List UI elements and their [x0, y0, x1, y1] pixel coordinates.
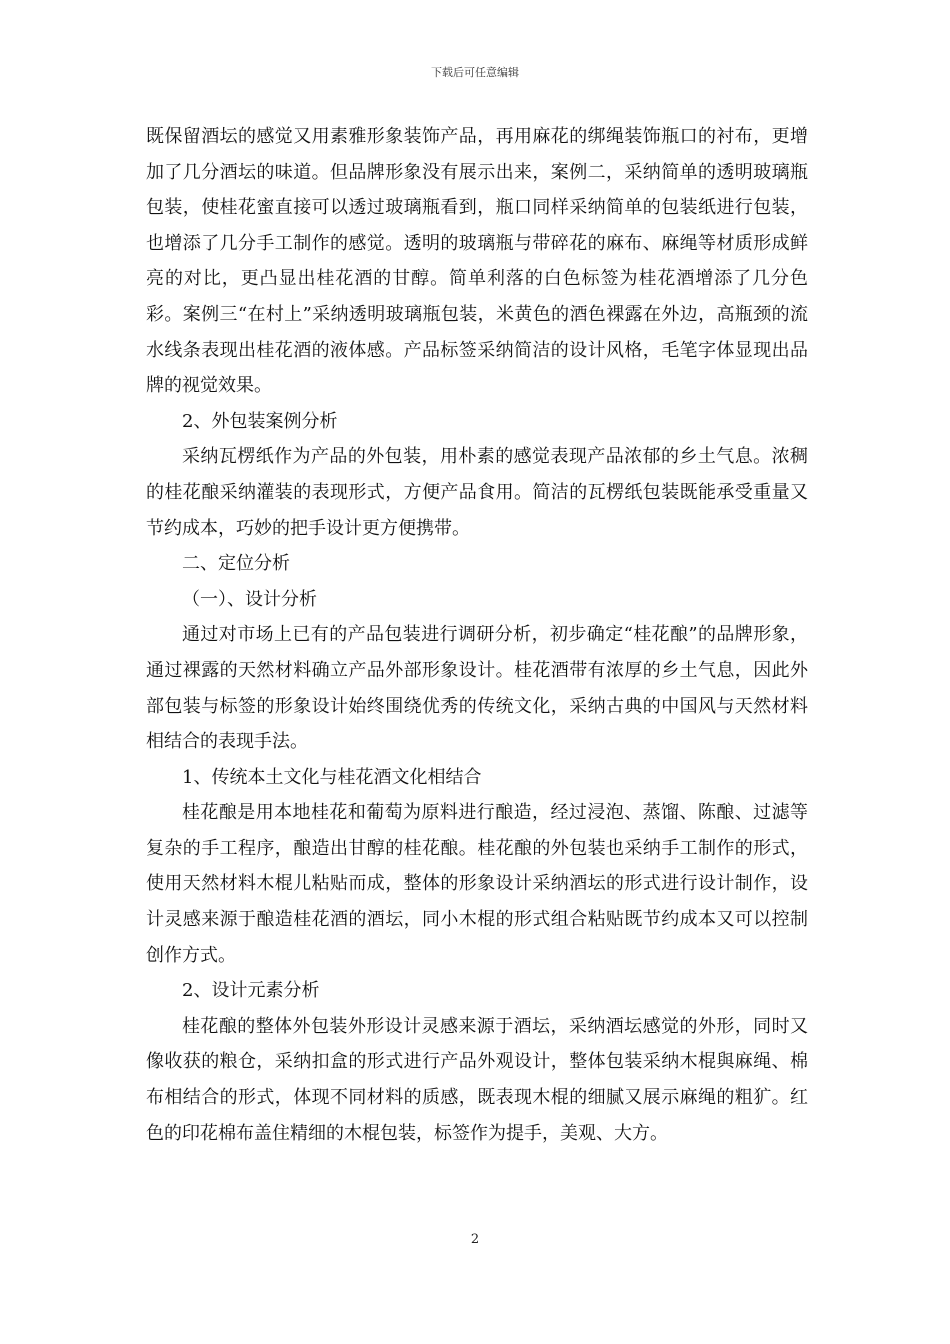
- page-number: 2: [470, 1232, 480, 1247]
- page-header: 下载后可任意编辑: [431, 66, 519, 79]
- paragraph-case-study-continued: 既保留酒坛的感觉又用素雅形象装饰产品，再用麻花的绑绳装饰瓶口的衬布，更增加了几分酒坛的味道。但品牌形象没有展示出来，案例二，采纳简单的透明玻璃瓶包装，使桂花蜜直接可以透过玻璃瓶看到，瓶口同样采纳简单的包装纸进行包装，也增添了几分手工制作的感觉。透明的玻璃瓶与带碎花的麻布、麻绳等材质形成鲜亮的对比，更凸显出桂花酒的甘醇。简单利落的白色标签为桂花酒增添了几分色彩。案例三“在村上”采纳透明玻璃瓶包装，米黄色的酒色裸露在外边，高瓶颈的流水线条表现出桂花酒的液体感。产品标签采纳简洁的设计风格，毛笔字体显现出品牌的视觉效果。: [146, 126, 808, 397]
- heading-positioning-analysis: 二、定位分析: [182, 553, 290, 575]
- paragraph-design-elements: 桂花酿的整体外包装外形设计灵感来源于酒坛，采纳酒坛感觉的外形，同时又像收获的粮仓，采纳扣盒的形式进行产品外观设计，整体包装采纳木棍與麻绳、棉布相结合的形式，体现不同材料的质感，既表现木棍的细腻又展示麻绳的粗犷。红色的印花棉布盖住精细的木棍包装，标签作为提手，美观、大方。: [146, 1015, 808, 1144]
- document-body: [146, 119, 808, 1151]
- paragraph-outer-packaging: 采纳瓦楞纸作为产品的外包装，用朴素的感觉表现产品浓郁的乡土气息。浓稠的桂花酿采纳灌装的表现形式，方便产品食用。简洁的瓦楞纸包装既能承受重量又节约成本，巧妙的把手设计更方便携带。: [146, 446, 808, 539]
- paragraph-design-analysis: 通过对市场上已有的产品包装进行调研分析，初步确定“桂花酿”的品牌形象，通过裸露的天然材料确立产品外部形象设计。桂花酒带有浓厚的乡土气息，因此外部包装与标签的形象设计始终围绕优秀的传统文化，采纳古典的中国风与天然材料相结合的表现手法。: [146, 624, 808, 753]
- heading-design-elements: 2、设计元素分析: [182, 980, 320, 1002]
- heading-design-analysis: （一）、设计分析: [182, 588, 317, 610]
- paragraph-traditional-culture: 桂花酿是用本地桂花和葡萄为原料进行酿造，经过浸泡、蒸馏、陈酿、过滤等复杂的手工程序，酿造出甘醇的桂花酿。桂花酿的外包装也采纳手工制作的形式，使用天然材料木棍儿粘贴而成，整体的形象设计采纳酒坛的形式进行设计制作，设计灵感来源于酿造桂花酒的酒坛，同小木棍的形式组合粘贴既节约成本又可以控制创作方式。: [146, 802, 808, 966]
- heading-traditional-culture: 1、传统本土文化与桂花酒文化相结合: [182, 766, 482, 788]
- heading-outer-packaging-case: 2、外包装案例分析: [182, 410, 338, 432]
